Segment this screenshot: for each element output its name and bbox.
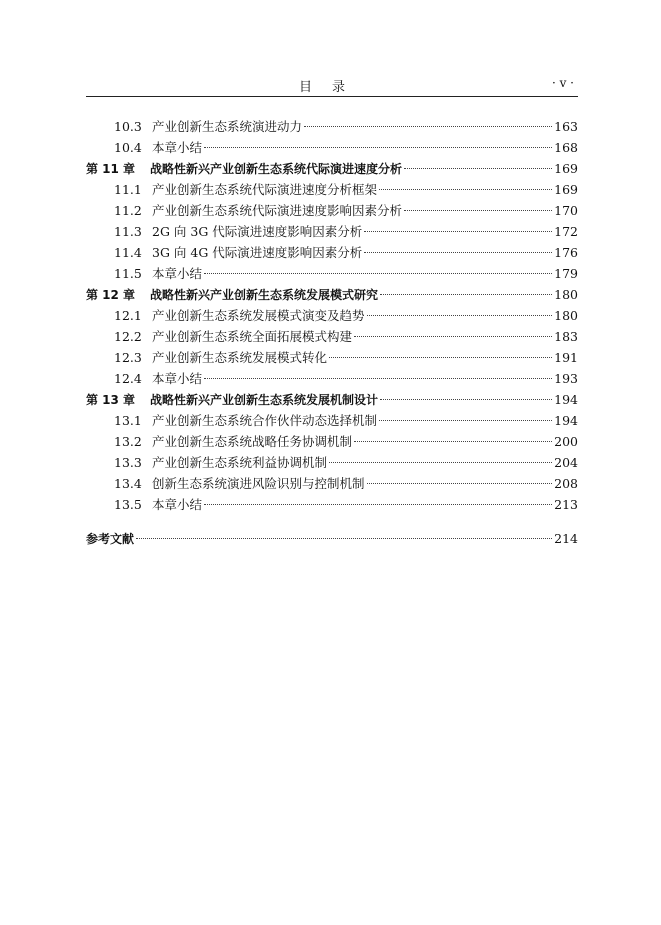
toc-section-entry[interactable] [86,410,578,431]
section-number: 12.2 [114,329,142,344]
toc-page-number: 191 [554,350,578,365]
toc-page-number: 204 [554,455,578,470]
section-title: 创新生态系统演进风险识别与控制机制 [152,476,365,491]
toc-section-entry[interactable] [86,326,578,347]
toc-section-entry[interactable] [86,494,578,515]
section-number: 10.3 [114,119,142,134]
dot-leader [404,168,552,169]
section-number: 11.4 [114,245,142,260]
chapter-number: 第 11 章 [86,162,136,176]
toc-page-number: 172 [554,224,578,239]
toc-chapter-entry[interactable] [86,158,578,179]
dot-leader [367,315,553,316]
section-number: 11.5 [114,266,142,281]
dot-leader [329,462,552,463]
section-number: 13.5 [114,497,142,512]
toc-section-entry[interactable] [86,452,578,473]
dot-leader [136,538,552,539]
section-title: 产业创新生态系统全面拓展模式构建 [152,329,353,344]
toc-references-entry[interactable] [86,528,578,549]
section-title: 本章小结 [152,266,203,281]
section-title: 3G 向 4G 代际演进速度影响因素分析 [152,245,363,260]
dot-leader [367,483,553,484]
toc-page-number: 180 [554,287,578,302]
toc-page-number: 208 [554,476,578,491]
dot-leader [204,273,552,274]
dot-leader [204,504,552,505]
toc-page-number: 170 [554,203,578,218]
section-number: 13.2 [114,434,142,449]
dot-leader [204,378,552,379]
page-number: · v · [551,76,574,90]
dot-leader [364,252,552,253]
toc-page-number: 179 [554,266,578,281]
section-title: 2G 向 3G 代际演进速度影响因素分析 [152,224,363,239]
section-number: 11.1 [114,182,142,197]
toc-section-entry[interactable] [86,347,578,368]
dot-leader [354,336,552,337]
references-title: 参考文献 [86,532,135,546]
section-title: 产业创新生态系统代际演进速度分析框架 [152,182,378,197]
toc-page-number: 163 [554,119,578,134]
running-title: 目录 [298,80,365,95]
dot-leader [379,189,552,190]
toc-chapter-entry[interactable] [86,389,578,410]
chapter-number: 第 13 章 [86,393,136,407]
section-title: 产业创新生态系统演进动力 [152,119,303,134]
dot-leader [380,399,552,400]
toc-section-entry[interactable] [86,473,578,494]
section-number: 13.4 [114,476,142,491]
toc-page-number: 194 [554,413,578,428]
section-number: 12.4 [114,371,142,386]
toc-section-entry[interactable] [86,137,578,158]
toc-section-entry[interactable] [86,368,578,389]
section-number: 13.1 [114,413,142,428]
toc-section-entry[interactable] [86,221,578,242]
toc-section-entry[interactable] [86,116,578,137]
toc-section-entry[interactable] [86,200,578,221]
section-title: 本章小结 [152,497,203,512]
section-title: 产业创新生态系统发展模式演变及趋势 [152,308,365,323]
toc-page-number: 169 [554,161,578,176]
chapter-number: 第 12 章 [86,288,136,302]
toc-section-entry[interactable] [86,305,578,326]
page-header [86,74,578,97]
dot-leader [404,210,552,211]
toc-page-number: 176 [554,245,578,260]
section-title: 本章小结 [152,371,203,386]
dot-leader [304,126,552,127]
chapter-title: 战略性新兴产业创新生态系统发展模式研究 [150,288,379,302]
section-number: 10.4 [114,140,142,155]
section-number: 12.3 [114,350,142,365]
table-of-contents [86,116,578,549]
toc-section-entry[interactable] [86,431,578,452]
chapter-title: 战略性新兴产业创新生态系统发展机制设计 [150,393,379,407]
toc-page-number: 200 [554,434,578,449]
section-number: 11.2 [114,203,142,218]
toc-page-number: 194 [554,392,578,407]
toc-page-number: 169 [554,182,578,197]
toc-page-number: 213 [554,497,578,512]
section-title: 本章小结 [152,140,203,155]
chapter-title: 战略性新兴产业创新生态系统代际演进速度分析 [150,162,403,176]
section-number: 13.3 [114,455,142,470]
dot-leader [204,147,552,148]
section-number: 11.3 [114,224,142,239]
toc-section-entry[interactable] [86,242,578,263]
section-title: 产业创新生态系统发展模式转化 [152,350,328,365]
dot-leader [329,357,552,358]
toc-section-entry[interactable] [86,179,578,200]
toc-section-entry[interactable] [86,263,578,284]
dot-leader [379,420,552,421]
toc-chapter-entry[interactable] [86,284,578,305]
toc-page-number: 214 [554,531,578,546]
toc-page-number: 168 [554,140,578,155]
section-title: 产业创新生态系统合作伙伴动态选择机制 [152,413,378,428]
dot-leader [380,294,552,295]
section-title: 产业创新生态系统利益协调机制 [152,455,328,470]
toc-page-number: 193 [554,371,578,386]
section-title: 产业创新生态系统代际演进速度影响因素分析 [152,203,403,218]
section-title: 产业创新生态系统战略任务协调机制 [152,434,353,449]
dot-leader [354,441,552,442]
toc-page-number: 183 [554,329,578,344]
section-number: 12.1 [114,308,142,323]
dot-leader [364,231,552,232]
toc-page-number: 180 [554,308,578,323]
